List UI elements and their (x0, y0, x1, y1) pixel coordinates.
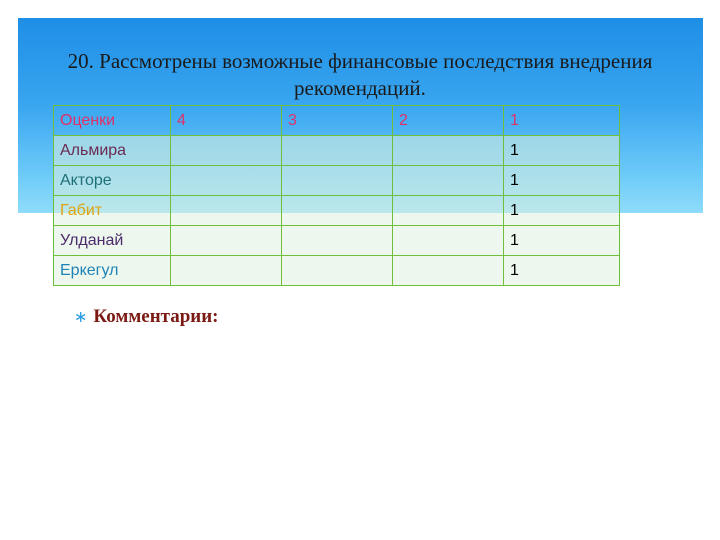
grade-1-cell: 1 (504, 166, 620, 196)
grade-4-cell (171, 256, 282, 286)
grade-3-cell (282, 256, 393, 286)
header-cell-1: 1 (504, 106, 620, 136)
row-name-cell: Габит (54, 196, 171, 226)
row-name-cell: Акторе (54, 166, 171, 196)
table-header-row (54, 106, 620, 136)
grade-4-cell (171, 166, 282, 196)
header-cell-2: 2 (393, 106, 504, 136)
row-name-cell: Альмира (54, 136, 171, 166)
grade-2-cell (393, 166, 504, 196)
slide-title: 20. Рассмотрены возможные финансовые последствия внедрения рекомендаций. (67, 49, 653, 100)
grade-1-cell: 1 (504, 226, 620, 256)
grade-3-cell (282, 166, 393, 196)
table-row (54, 196, 620, 226)
grade-3-cell (282, 136, 393, 166)
grade-3-cell (282, 226, 393, 256)
table-row (54, 166, 620, 196)
header-cell-4: 4 (171, 106, 282, 136)
grades-table (53, 105, 620, 286)
grade-4-cell (171, 226, 282, 256)
header-cell-grades: Оценки (54, 106, 171, 136)
grade-2-cell (393, 136, 504, 166)
table-row (54, 226, 620, 256)
grade-4-cell (171, 136, 282, 166)
comments-section (74, 306, 219, 328)
grade-1-cell: 1 (504, 196, 620, 226)
grade-1-cell: 1 (504, 256, 620, 286)
grade-3-cell (282, 196, 393, 226)
bullet-icon: ∗ (74, 309, 88, 326)
comments-label: Комментарии: (93, 306, 219, 327)
grade-2-cell (393, 256, 504, 286)
row-name-cell: Еркегул (54, 256, 171, 286)
row-name-cell: Улданай (54, 226, 171, 256)
grade-4-cell (171, 196, 282, 226)
grade-2-cell (393, 196, 504, 226)
table-row (54, 256, 620, 286)
header-cell-3: 3 (282, 106, 393, 136)
grade-2-cell (393, 226, 504, 256)
grade-1-cell: 1 (504, 136, 620, 166)
table-row (54, 136, 620, 166)
